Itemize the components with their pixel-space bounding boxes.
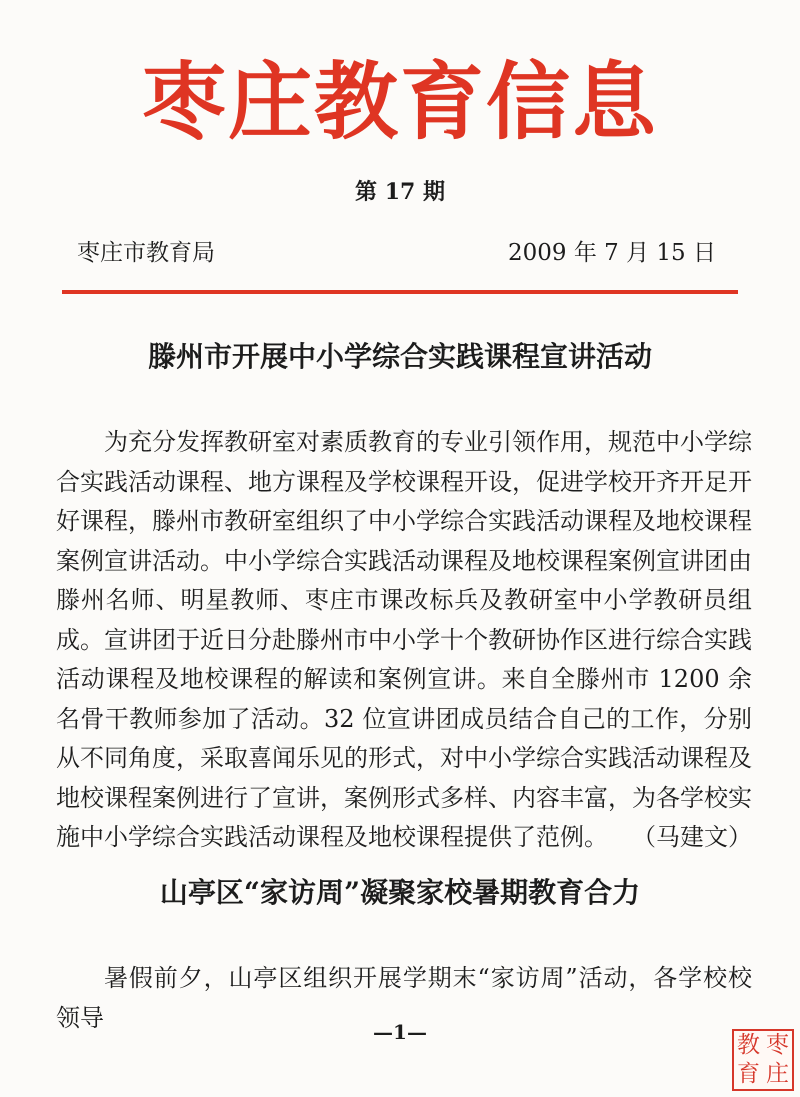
seal-stamp <box>732 1029 794 1091</box>
masthead-title: 枣庄教育信息 <box>141 52 658 151</box>
article-body <box>56 423 752 858</box>
seal-character: 庄 <box>766 1061 789 1087</box>
issue-date: 2009 年 7 月 15 日 <box>508 240 716 266</box>
header-divider <box>62 290 738 294</box>
seal-character: 育 <box>737 1061 760 1087</box>
article-title: 山亭区“家访周”凝聚家校暑期教育合力 <box>159 876 641 909</box>
article-byline: （马建文） <box>632 823 752 851</box>
issue-number: 第 17 期 <box>355 179 445 205</box>
article-title: 滕州市开展中小学综合实践课程宣讲活动 <box>147 340 652 373</box>
seal-character: 枣 <box>766 1032 789 1058</box>
article-paragraph: 暑假前夕，山亭区组织开展学期末“家访周”活动，各学校校领导 <box>56 964 752 1032</box>
seal-character: 教 <box>737 1032 760 1058</box>
article-paragraph: 为充分发挥教研室对素质教育的专业引领作用，规范中小学综合实践活动课程、地方课程及学校课程开设，促进学校开齐开足开好课程，滕州市教研室组织了中小学综合实践活动课程及地校课程案例宣讲活动。中小学综合实践活动课程及地校课程案例宣讲团由滕州名师、明星教师、枣庄市课改标兵及教研室中小学教研员组成。宣讲团于近日分赴滕州市中小学十个教研协作区进行综合实践活动课程及地校课程的解读和案例宣讲。来自全滕州市 1200 余名骨干教师参加了活动。32 位宣讲团成员结合自己的工作，分别从不同角度，采取喜闻乐见的形式，对中小学综合实践活动课程及地校课程案例进行了宣讲，案例形式多样、内容丰富，为各学校实施中小学综合实践活动课程及地校课程提供了范例。 <box>56 428 752 851</box>
publisher-name: 枣庄市教育局 <box>77 240 215 266</box>
page-number: —1— <box>373 1020 427 1044</box>
